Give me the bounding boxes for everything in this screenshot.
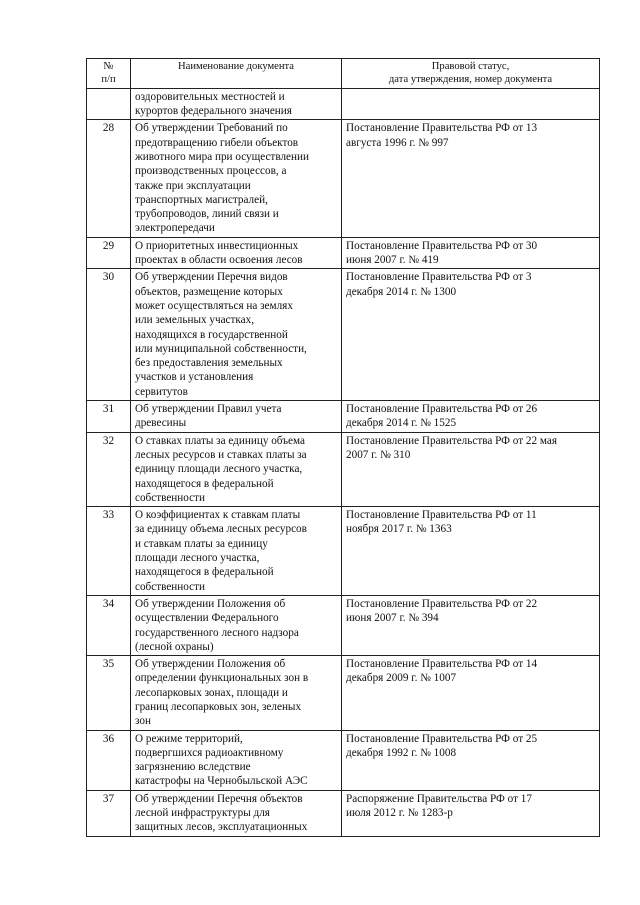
document-name-line: находящегося в федеральной [135,477,274,490]
row-number: 35 [87,656,131,730]
document-name-line: зон [135,715,151,728]
table-row [87,432,600,506]
document-name-line: Об утверждении Положения об [135,658,286,671]
document-name-line: О приоритетных инвестиционных [135,239,299,252]
document-name-line: площади лесного участка, [135,552,260,565]
document-name-line: О ставках платы за единицу объема [135,434,305,447]
header-number-line: № [103,61,114,72]
legal-status [342,507,600,596]
document-name [131,656,342,730]
row-number: 30 [87,269,131,401]
document-name-line: без предоставления земельных [135,357,283,370]
table-row [87,401,600,433]
table-header-row [87,59,600,89]
header-name: Наименование документа [131,59,342,89]
document-name-line: трубопроводов, линий связи и [135,208,279,221]
legal-status-line: июня 2007 г. № 394 [346,612,439,625]
document-name-line: объектов, размещение которых [135,285,283,298]
document-name-line: электропередачи [135,222,215,235]
document-name-line: лесных ресурсов и ставках платы за [135,448,307,461]
document-name-line: Об утверждении Перечня объектов [135,792,303,805]
legal-status [342,656,600,730]
document-name-line: Об утверждении Требований по [135,122,288,135]
table-row [87,730,600,790]
legal-status-line: декабря 2014 г. № 1525 [346,417,457,430]
document-name-line: предотвращению гибели объектов [135,136,299,149]
legal-status [342,730,600,790]
document-name [131,507,342,596]
document-name [131,432,342,506]
document-name [131,269,342,401]
table-body [87,88,600,836]
legal-status-line: Распоряжение Правительства РФ от 17 [346,792,532,805]
document-name-line: собственности [135,580,205,593]
row-number: 28 [87,120,131,237]
table-row [87,237,600,269]
document-name-line: участков и установления [135,371,254,384]
document-name-line: оздоровительных местностей и [135,90,285,103]
document-name [131,120,342,237]
document-name-line: проектах в области освоения лесов [135,254,303,267]
row-number: 34 [87,595,131,655]
document-name-line: лесной инфраструктуры для [135,807,270,820]
legal-status-line: Постановление Правительства РФ от 22 мая [346,434,558,447]
document-name [131,730,342,790]
legal-status-line: июля 2012 г. № 1283-р [346,807,453,820]
document-name-line: за единицу объема лесных ресурсов [135,523,307,536]
document-name-line: О режиме территорий, [135,732,243,745]
document-name-line: или муниципальной собственности, [135,342,307,355]
row-number: 33 [87,507,131,596]
document-name [131,401,342,433]
header-status-line: Правовой статус, [431,61,510,72]
legal-status [342,790,600,836]
document-name-line: сервитутов [135,385,188,398]
legal-status [342,432,600,506]
legal-status [342,237,600,269]
document-name-line: защитных лесов, эксплуатационных [135,821,308,834]
document-name-line: может осуществляться на землях [135,299,293,312]
table-row [87,120,600,237]
document-name-line: катастрофы на Чернобыльской АЭС [135,775,308,788]
legal-status-line: августа 1996 г. № 997 [346,136,449,149]
document-name-line: государственного лесного надзора [135,626,299,639]
legal-status-line: Постановление Правительства РФ от 30 [346,239,538,252]
legal-status-line: декабря 2014 г. № 1300 [346,285,457,298]
legal-status [342,120,600,237]
legal-status [342,401,600,433]
legal-status-line: Постановление Правительства РФ от 14 [346,658,538,671]
document-name-line: собственности [135,491,205,504]
document-name-line: Об утверждении Положения об [135,597,286,610]
document-name-line: курортов федерального значения [135,105,292,118]
legal-status-line: Постановление Правительства РФ от 26 [346,403,538,416]
document-name-line: также при эксплуатации [135,179,251,192]
document-name-line: или земельных участках, [135,314,255,327]
legal-status [342,88,600,120]
document-name [131,237,342,269]
legal-status-line: декабря 2009 г. № 1007 [346,672,457,685]
header-status-line: дата утверждения, номер документа [388,74,553,86]
table-row [87,88,600,120]
legal-status-line: Постановление Правительства РФ от 22 [346,597,538,610]
legal-status-line: ноября 2017 г. № 1363 [346,523,452,536]
legal-status-line: Постановление Правительства РФ от 3 [346,271,532,284]
header-number [87,59,131,89]
legal-status [342,595,600,655]
document-name-line: животного мира при осуществлении [135,151,309,163]
header-status [342,59,600,89]
table-row [87,656,600,730]
table-row [87,790,600,836]
row-number [87,88,131,120]
row-number: 32 [87,432,131,506]
document-name-line: находящихся в государственной [135,328,288,341]
document-name-line: единицу площади лесного участка, [135,463,303,476]
document-name [131,88,342,120]
document-name-line: границ лесопарковых зон, зеленых [135,700,302,713]
row-number: 36 [87,730,131,790]
document-name-line: производственных процессов, а [135,165,287,178]
header-number-line: п/п [101,74,116,86]
legal-status-line: Постановление Правительства РФ от 11 [346,509,537,522]
legal-status-line: 2007 г. № 310 [346,448,411,461]
row-number: 31 [87,401,131,433]
document-name-line: лесопарковых зонах, площади и [135,686,288,699]
document-name-line: определении функциональных зон в [135,672,309,685]
document-name-line: древесины [135,417,187,430]
legal-status-line: июня 2007 г. № 419 [346,254,439,267]
table-row [87,269,600,401]
document-name-line: загрязнению вследствие [135,761,251,774]
row-number: 37 [87,790,131,836]
legal-status-line: декабря 1992 г. № 1008 [346,746,457,759]
legal-status [342,269,600,401]
table-row [87,595,600,655]
document-name-line: и ставкам платы за единицу [135,537,268,550]
document-name [131,595,342,655]
table-row [87,507,600,596]
document-name-line: находящегося в федеральной [135,566,274,579]
legal-status-line: Постановление Правительства РФ от 25 [346,732,538,745]
documents-table [86,58,600,837]
document-name [131,790,342,836]
document-name-line: транспортных магистралей, [135,193,268,206]
document-name-line: (лесной охраны) [135,640,214,653]
row-number: 29 [87,237,131,269]
document-name-line: Об утверждении Перечня видов [135,271,288,284]
document-name-line: Об утверждении Правил учета [135,403,282,416]
document-name-line: О коэффициентах к ставкам платы [135,509,301,522]
legal-status-line: Постановление Правительства РФ от 13 [346,122,538,135]
document-name-line: подвергшихся радиоактивному [135,746,284,759]
document-name-line: осуществлении Федерального [135,612,279,625]
